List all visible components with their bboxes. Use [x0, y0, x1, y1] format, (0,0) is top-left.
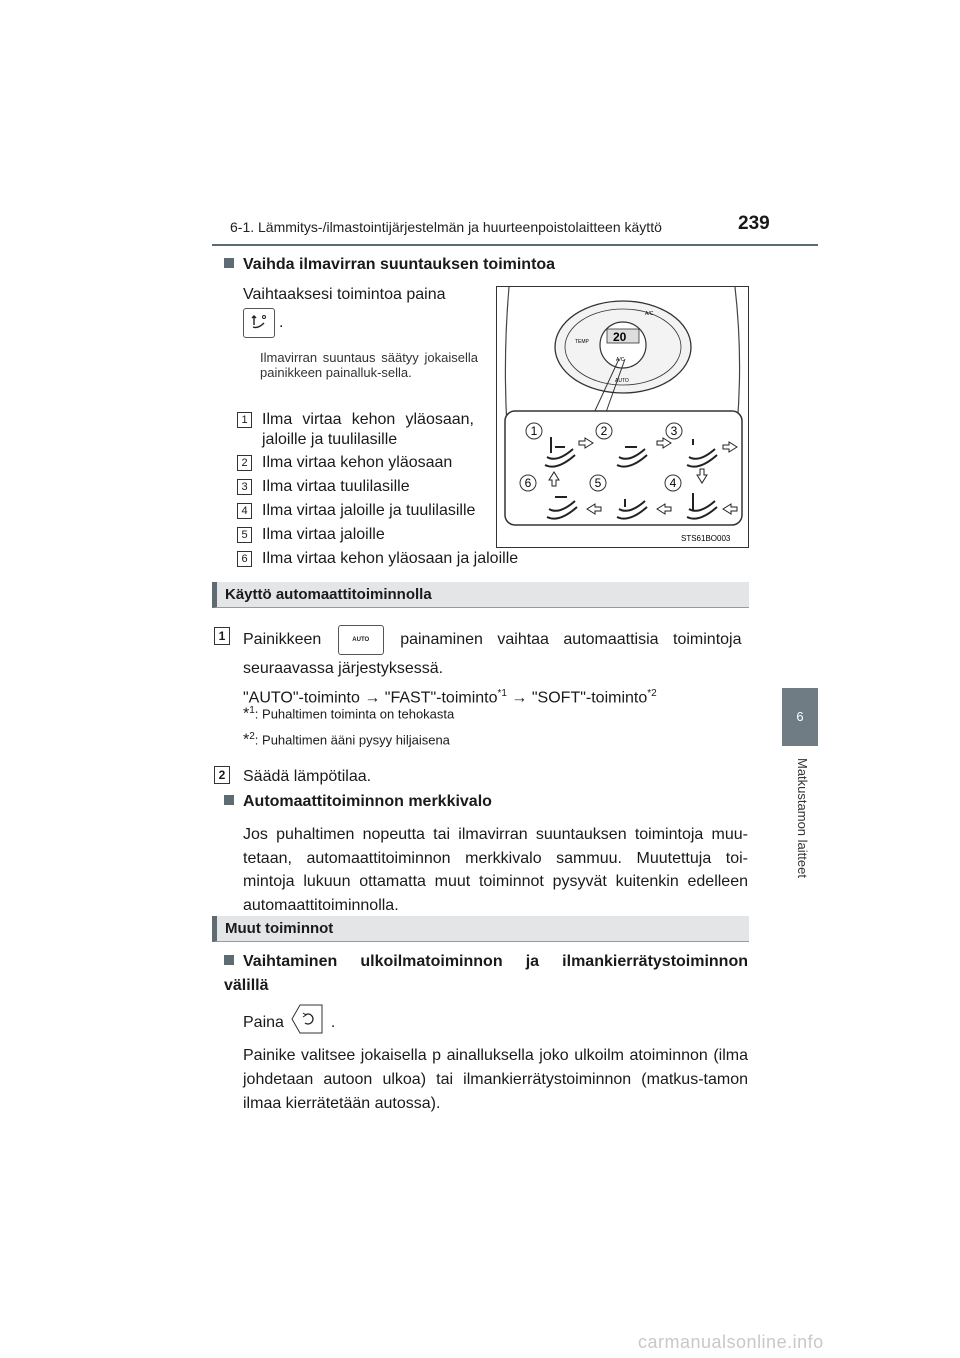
airflow-diagram-illustration	[497, 287, 748, 547]
chapter-label: Matkustamon laitteet	[795, 758, 810, 878]
step1-text-c: seuraavassa järjestyksessä.	[243, 660, 444, 677]
panel-label-ac-top: A/C	[645, 311, 654, 317]
item-number: 2	[237, 455, 252, 471]
page-number: 239	[738, 213, 770, 234]
diagram-number-5: 5	[594, 476, 602, 490]
airflow-mode-button-icon	[243, 308, 275, 338]
panel-label-ac-center: A/C	[616, 357, 625, 363]
item-text: Ilma virtaa kehon yläosaan ja jaloille	[262, 550, 519, 567]
diagram-number-1: 1	[530, 424, 538, 438]
square-bullet-icon	[224, 955, 234, 965]
header-section-title: 6-1. Lämmitys-/ilmastointijärjestelmän ja huurteenpoistolaitteen käyttö	[230, 219, 662, 235]
indicator-text: Jos puhaltimen nopeutta tai ilmavirran suuntauksen toimintoja muu-tetaan, automaattitoiminnon merkkivalo sammuu. Muutettuja toi-mintoja lukuun ottamatta muut toiminnot pysyvät kuitenkin edelleen automaattitoiminnolla.	[243, 826, 748, 914]
step-number-2: 2	[214, 766, 230, 784]
section-auto-title: Käyttö automaattitoiminnolla	[212, 582, 749, 608]
item-number: 4	[237, 503, 252, 519]
step-number-1: 1	[214, 627, 230, 645]
chapter-tab: 6	[782, 688, 818, 746]
square-bullet-icon	[224, 795, 234, 805]
sequence-soft: "SOFT"-toiminto	[531, 689, 648, 707]
header-rule	[212, 244, 818, 246]
item-text: Ilma virtaa kehon yläosaan	[262, 454, 453, 471]
recirculation-body: Painike valitsee jokaisella p ainalluksella joko ulkoilm atoiminnon (ilma johdetaan autoon ulkoa) tai ilmankierrätystoiminnon (matkus-tamon ilmaa kierrätetään autossa).	[243, 1047, 748, 1112]
panel-label-auto: AUTO	[615, 378, 629, 384]
sequence-fast: "FAST"-toiminto	[384, 689, 498, 707]
sequence-arrow: →	[364, 689, 381, 707]
section-other-title: Muut toiminnot	[212, 916, 749, 942]
airflow-button-period: .	[279, 314, 284, 332]
panel-display-text: 20	[613, 330, 627, 344]
airflow-note: Ilmavirran suuntaus säätyy jokaisella painikkeen painalluk-sella.	[260, 350, 478, 380]
airflow-item-6	[237, 547, 518, 571]
panel-label-temp: TEMP	[575, 339, 589, 345]
recirculation-button-icon	[290, 1003, 324, 1043]
airflow-intro: Vaihtaaksesi toimintoa paina	[243, 286, 446, 303]
watermark: carmanualsonline.info	[638, 1332, 824, 1352]
airflow-item-1	[237, 410, 479, 450]
step2-text: Säädä lämpötilaa.	[243, 768, 372, 785]
diagram-number-4: 4	[669, 476, 677, 490]
item-number: 6	[237, 551, 252, 567]
sequence-auto: "AUTO"-toiminto	[243, 689, 360, 707]
item-text: Ilma virtaa jaloille ja tuulilasille	[262, 502, 476, 519]
sequence-arrow: →	[511, 689, 528, 707]
airflow-item-2	[237, 451, 452, 475]
item-number: 3	[237, 479, 252, 495]
step1-line	[243, 625, 748, 655]
indicator-heading: Automaattitoiminnon merkkivalo	[224, 793, 492, 811]
press-text: Paina	[243, 1014, 284, 1032]
diagram-number-6: 6	[524, 476, 532, 490]
item-text: Ilma virtaa tuulilasille	[262, 478, 410, 495]
recirculation-heading: Vaihtaminen ulkoilmatoiminnon ja ilmankierrätystoiminnon välillä	[224, 953, 748, 994]
airflow-diagram	[496, 286, 749, 548]
item-text: Ilma virtaa jaloille	[262, 526, 385, 543]
diagram-number-3: 3	[670, 424, 678, 438]
airflow-item-3	[237, 475, 410, 499]
item-number: 5	[237, 527, 252, 543]
airflow-heading-text: Vaihda ilmavirran suuntauksen toimintoa	[243, 256, 556, 273]
airflow-item-5	[237, 523, 385, 547]
step1-text-a: Painikkeen	[243, 631, 322, 649]
square-bullet-icon	[224, 258, 234, 268]
diagram-number-2: 2	[600, 424, 608, 438]
recirculation-press-line	[243, 1003, 335, 1043]
press-period: .	[330, 1014, 336, 1032]
diagram-code: STS61BO003	[681, 534, 731, 543]
airflow-item-4	[237, 499, 475, 523]
footnote-2: *$^2$: Puhaltimen ääni pysyy hiljaisena	[243, 731, 450, 749]
airflow-heading	[224, 256, 555, 274]
sequence-soft-mark: *2	[647, 688, 657, 699]
item-text: Ilma virtaa kehon yläosaan, jaloille ja tuulilasille	[262, 411, 474, 448]
auto-button-icon: AUTO	[338, 625, 384, 655]
footnote-1: *$^1$: Puhaltimen toiminta on tehokasta	[243, 705, 455, 723]
item-number: 1	[237, 412, 252, 428]
step1-text-b: painaminen vaihtaa automaattisia toimintoja	[400, 631, 742, 649]
sequence-fast-mark: *1	[497, 688, 507, 699]
airflow-button-line	[243, 308, 283, 338]
